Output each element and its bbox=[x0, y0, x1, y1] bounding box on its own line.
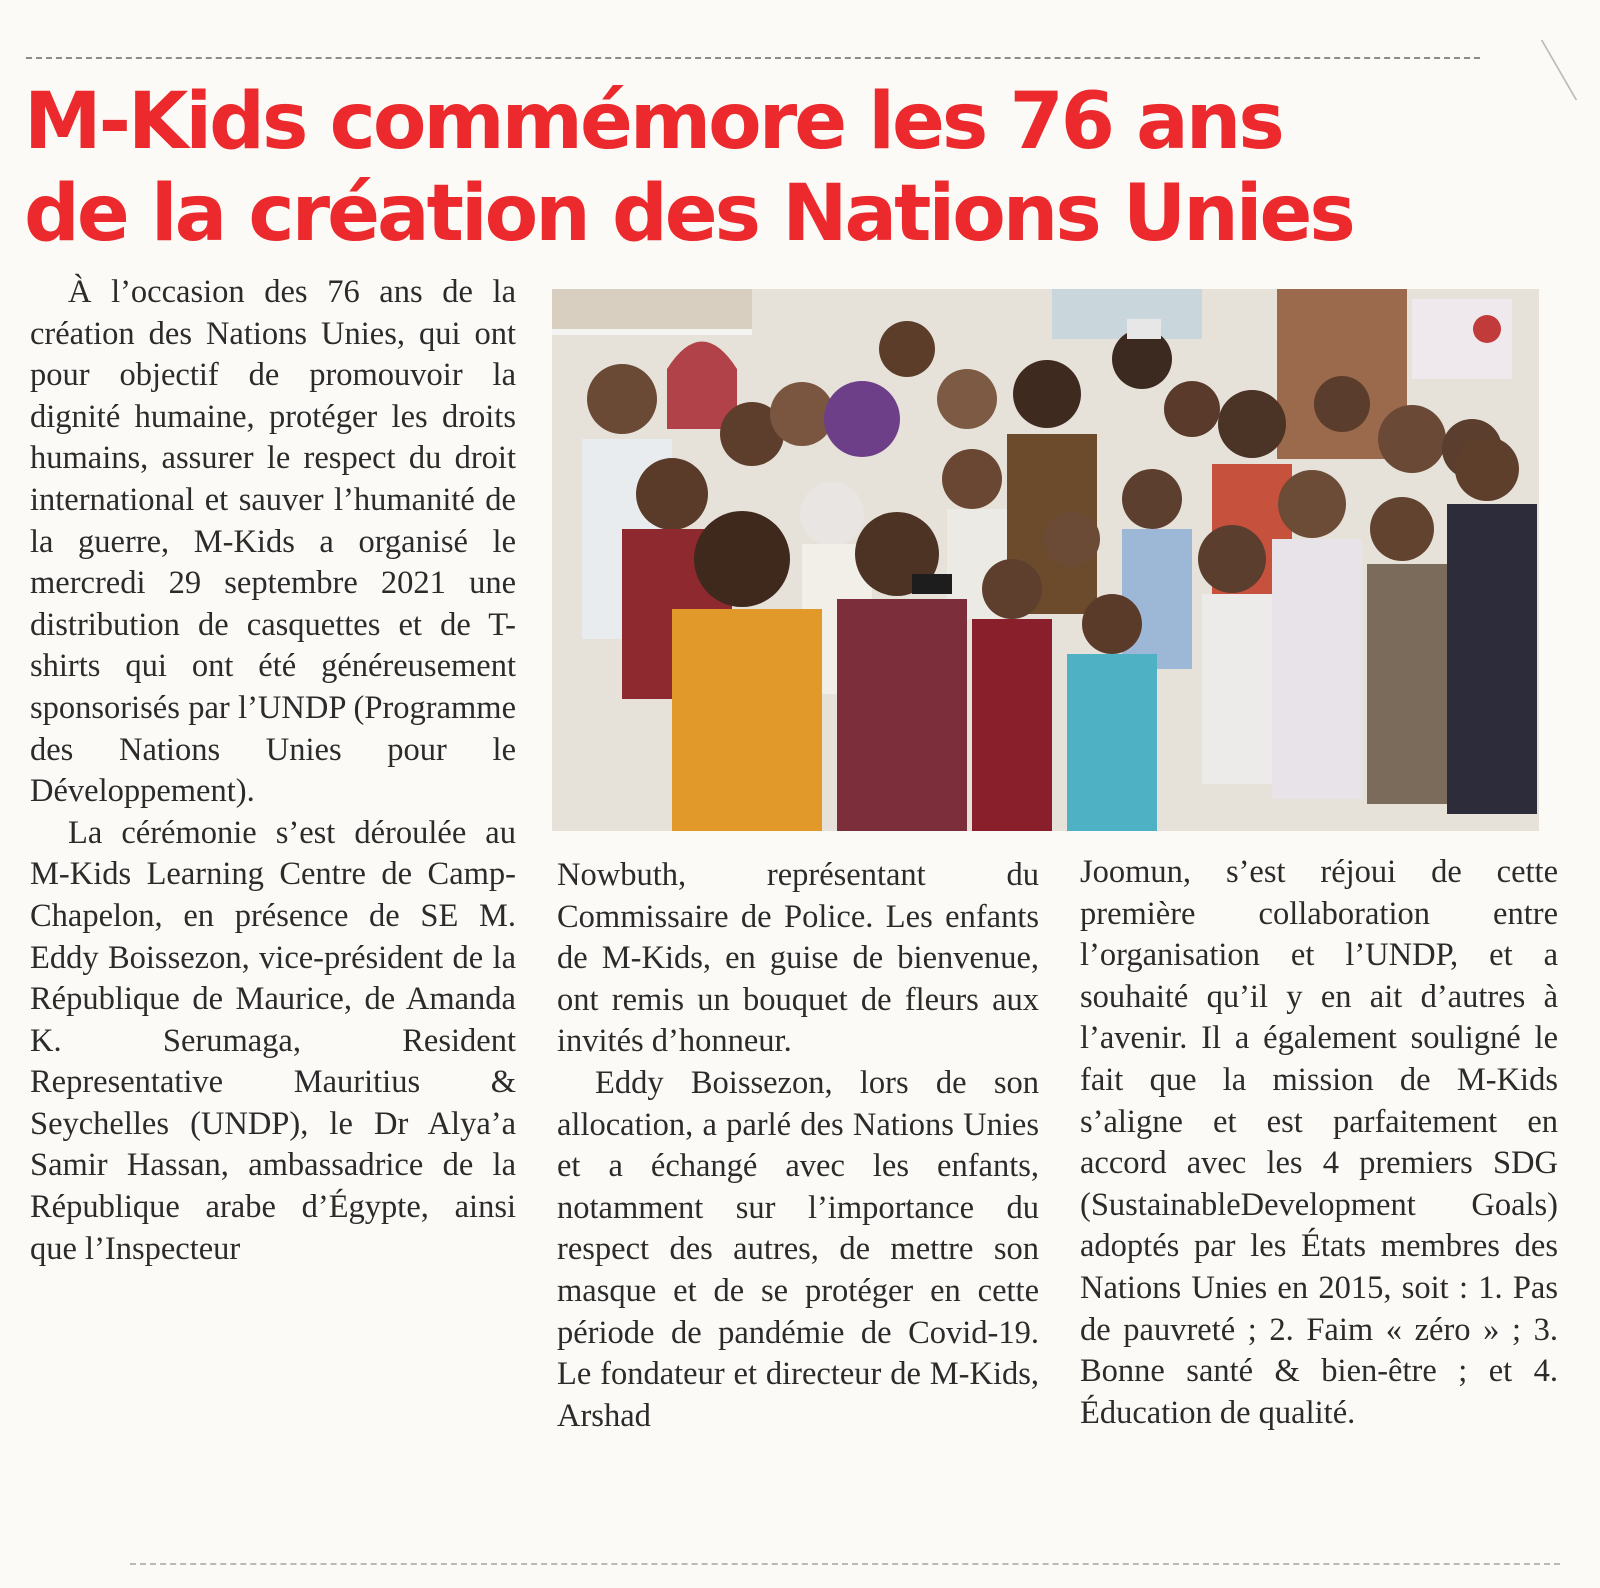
headline bbox=[24, 76, 1544, 260]
headline-line-2: de la création des Nations Unies bbox=[24, 169, 1353, 259]
headline-line-1: M-Kids commémore les 76 ans bbox=[24, 77, 1282, 167]
top-cut-line bbox=[26, 57, 1480, 59]
group-photo bbox=[552, 289, 1539, 831]
paragraph: À l’occasion des 76 ans de la création des Nations Unies, qui ont pour objectif de promouvoir la dignité humaine, protéger les droits humains, assurer le respect du droit international et sauver l’humanité de la guerre, M-Kids a organisé le mercredi 29 septembre 2021 une distribution de casquettes et de T-shirts qui ont été généreusement sponsorisés par l’UNDP (Programme des Nations Unies pour le Développement). bbox=[30, 274, 516, 810]
left-column bbox=[30, 272, 516, 1270]
paragraph: Joomun, s’est réjoui de cette première collaboration entre l’organisation et l’UNDP, et a souhaité qu’il y en ait d’autres à l’avenir. Il a également souligné le fait que la mission de M-Kids s’aligne et est parfaitement en accord avec les 4 premiers SDG (SustainableDevelopment Goals) adoptés par les États membres des Nations Unies en 2015, soit : 1. Pas de pauvreté ; 2. Faim « zéro » ; 3. Bonne santé & bien-être ; et 4. Éducation de qualité. bbox=[1080, 854, 1558, 1431]
bottom-cut-line bbox=[130, 1563, 1560, 1565]
paragraph: La cérémonie s’est déroulée au M-Kids Learning Centre de Camp-Chapelon, en présence de SE M. Eddy Boissezon, vice-président de la République de Maurice, de Amanda K. Serumaga, Resident Representative Mauritius & Seychelles (UNDP), le Dr Alya’a Samir Hassan, ambassadrice de la République arabe d’Égypte, ainsi que l’Inspecteur bbox=[30, 814, 516, 1267]
middle-column bbox=[557, 855, 1039, 1437]
right-column bbox=[1080, 852, 1558, 1434]
group-photo-illustration bbox=[552, 289, 1539, 831]
paragraph: Eddy Boissezon, lors de son allocation, a parlé des Nations Unies et a échangé avec les enfants, notamment sur l’importance du respect des autres, de mettre son masque et de se protéger en cette période de pandémie de Covid-19. Le fondateur et directeur de M-Kids, Arshad bbox=[557, 1064, 1039, 1434]
paragraph: Nowbuth, représentant du Commissaire de Police. Les enfants de M-Kids, en guise de bienvenue, ont remis un bouquet de fleurs aux invités d’honneur. bbox=[557, 857, 1039, 1060]
